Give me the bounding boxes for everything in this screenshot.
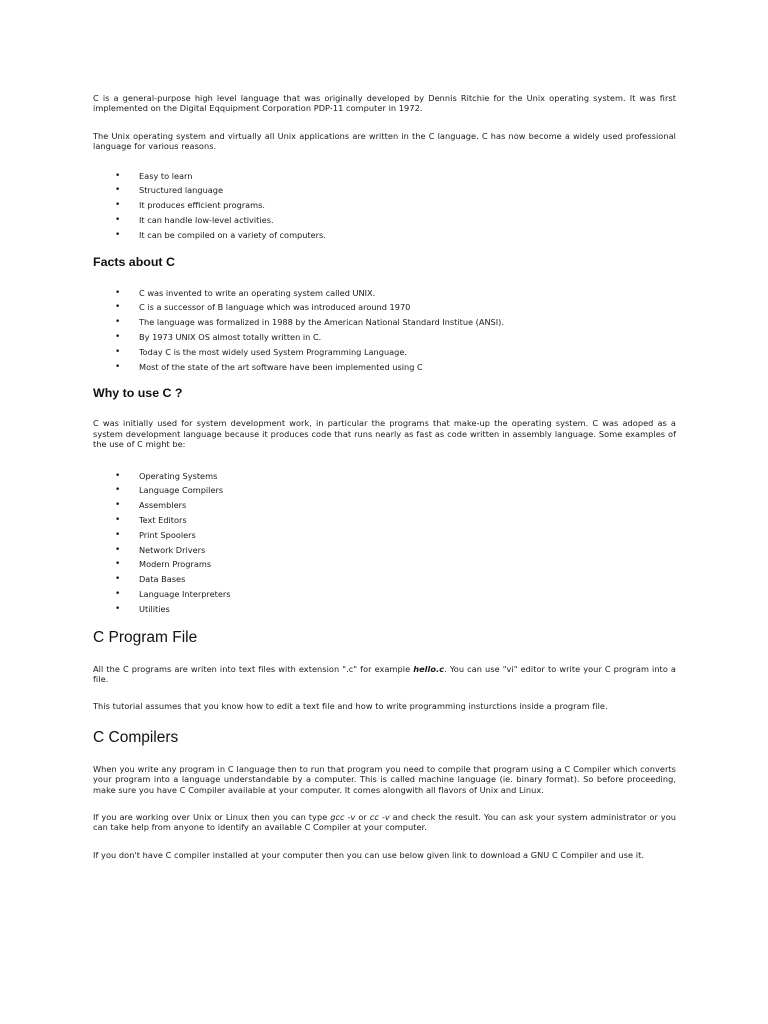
list-item: • Print Spoolers — [115, 529, 196, 540]
compilers-paragraph-2: If you are working over Unix or Linux then you can type gcc -v or cc -v and check the result. You can ask your system administrator or you can take help from anyone to identify an available C Compiler at your computer. — [93, 812, 677, 833]
list-item: • By 1973 UNIX OS almost totally written in C. — [115, 332, 322, 342]
list-item: • Text Editors — [115, 515, 187, 525]
bullet-icon: • — [115, 200, 121, 211]
bullet-icon: • — [115, 588, 121, 599]
bullet-icon: • — [115, 229, 121, 240]
intro-paragraph-1: C is a general-purpose high level language that was originally developed by Dennis Ritchie for the Unix operating system. It was first implemented on the Digital Eqquipment Corporation PDP-11 computer in 1972. — [93, 93, 676, 114]
list-item: • Language Compilers — [115, 485, 224, 496]
command-cc: cc -v — [369, 812, 390, 823]
bullet-icon: • — [115, 603, 121, 614]
list-item: • Structured language — [115, 185, 224, 196]
compilers-heading: C Compilers — [93, 728, 179, 746]
why-paragraph: C was initially used for system development work, in particular the programs that make-up the operating system. C was adoped as a system development language because it produces code that runs nearly as fast as code written in assembly language. Some examples of the use of C might be: — [93, 418, 676, 450]
list-item: • Data Bases — [115, 574, 186, 585]
bullet-icon: • — [115, 332, 121, 342]
intro-paragraph-2: The Unix operating system and virtually all Unix applications are written in the C language. C has now become a widely used professional language for various reasons. — [93, 130, 676, 152]
list-item: • C was invented to write an operating system called UNIX. — [115, 287, 376, 298]
command-gcc: gcc -v — [330, 812, 356, 823]
bullet-icon: • — [115, 170, 121, 181]
list-item: • It can handle low-level activities. — [115, 215, 274, 226]
bullet-icon: • — [115, 485, 121, 496]
bullet-icon: • — [115, 287, 121, 298]
bullet-icon: • — [115, 185, 121, 196]
list-item: • It produces efficient programs. — [115, 200, 265, 211]
list-item: • Utilities — [115, 603, 170, 614]
bullet-icon: • — [115, 302, 121, 313]
compilers-paragraph-1: When you write any program in C language then to run that program you need to compile that program using a C Compiler which converts your program into a language understandable by a computer. This is called machine language (ie. binary format). So before proceeding, make sure you have C Compiler available at your computer. It comes alongwith all flavors of Unix and Linux. — [93, 763, 676, 795]
list-item: • The language was formalized in 1988 by the American National Standard Institue (ANSI). — [115, 317, 504, 328]
list-item: • C is a successor of B language which was introduced around 1970 — [115, 302, 411, 313]
list-item: • Assemblers — [115, 500, 187, 511]
list-item: • Language Interpreters — [115, 588, 231, 599]
document-page — [93, 93, 676, 860]
list-item: • Operating Systems — [115, 470, 218, 481]
program-file-paragraph-2: This tutorial assumes that you know how to edit a text file and how to write programming insturctions inside a program file. — [93, 701, 608, 712]
list-item: • Most of the state of the art software have been implemented using C — [115, 361, 423, 372]
why-heading: Why to use C ? — [93, 386, 183, 401]
bullet-icon: • — [115, 574, 121, 585]
compilers-paragraph-3: If you don't have C compiler installed at your computer then you can use below given link to download a GNU C Compiler and use it. — [93, 849, 645, 860]
list-item: • Today C is the most widely used System Programming Language. — [115, 346, 407, 357]
facts-list — [93, 288, 676, 377]
bullet-icon: • — [115, 361, 121, 372]
bullet-icon: • — [115, 529, 121, 540]
bullet-icon: • — [115, 544, 121, 555]
bullet-icon: • — [115, 470, 121, 481]
list-item: • Easy to learn — [115, 170, 193, 181]
filename-example: hello.c — [413, 663, 445, 674]
bullet-icon: • — [115, 346, 121, 357]
facts-heading: Facts about C — [93, 254, 175, 269]
bullet-icon: • — [115, 559, 121, 570]
list-item: • Modern Programs — [115, 559, 212, 570]
program-file-heading: C Program File — [93, 628, 198, 646]
bullet-icon: • — [115, 215, 121, 226]
list-item: • It can be compiled on a variety of computers. — [115, 229, 326, 240]
bullet-icon: • — [115, 500, 121, 511]
list-item: • Network Drivers — [115, 544, 206, 555]
bullet-icon: • — [115, 317, 121, 328]
reasons-list — [93, 171, 676, 245]
bullet-icon: • — [115, 515, 121, 525]
program-file-paragraph-1: All the C programs are writen into text files with extension ".c" for example hello.c. You can use "vi" editor to write your C program into a file. — [93, 663, 676, 684]
uses-list — [93, 471, 676, 619]
